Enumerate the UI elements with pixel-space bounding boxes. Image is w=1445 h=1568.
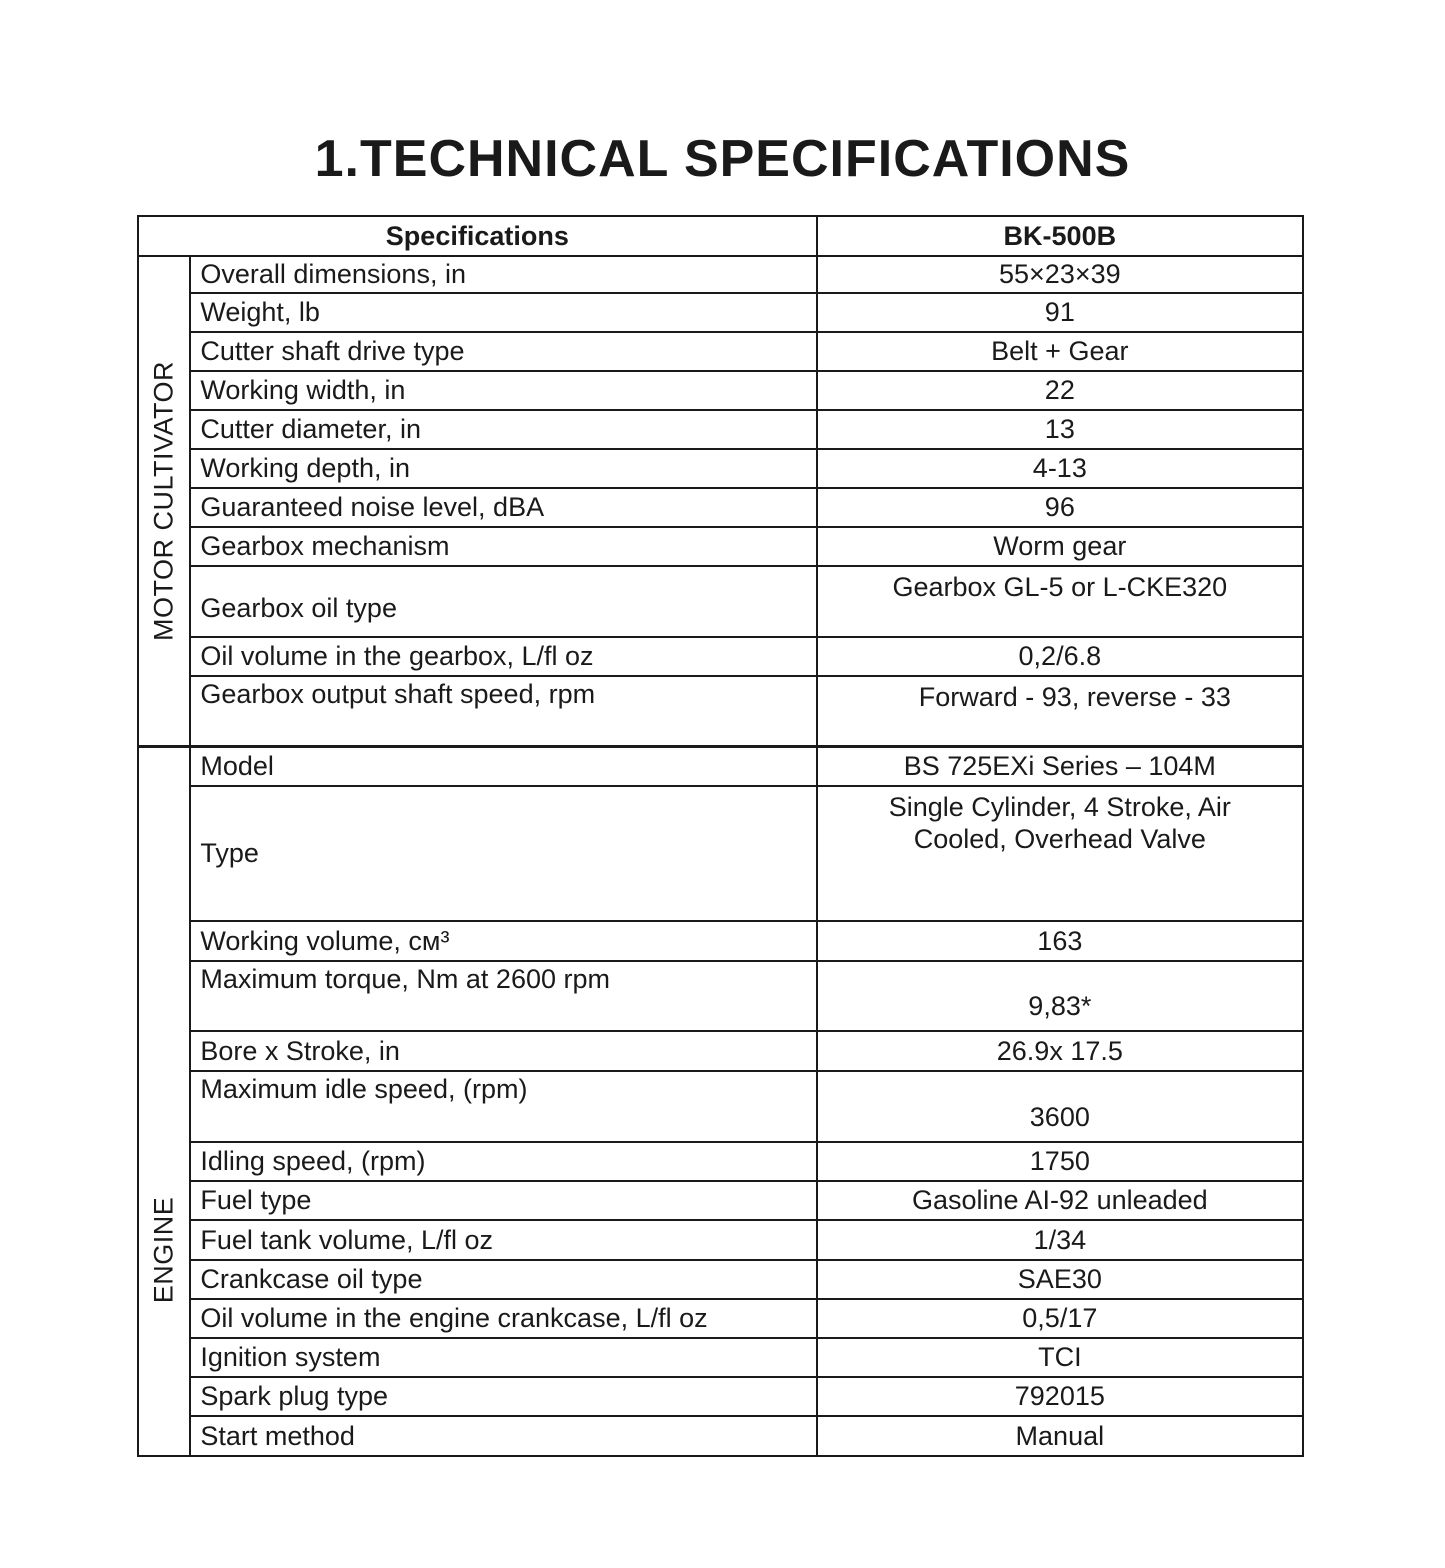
page-title: 1.TECHNICAL SPECIFICATIONS [314, 130, 1131, 188]
param-cell: Spark plug type [190, 1377, 816, 1416]
table-row [138, 786, 1303, 921]
group-cell-engine [138, 746, 190, 1456]
table-row [138, 371, 1303, 410]
table-row [138, 676, 1303, 746]
header-specifications: Specifications [138, 216, 817, 256]
value-cell: 3600 [817, 1071, 1303, 1142]
param-cell: Oil volume in the gearbox, L/fl oz [190, 637, 816, 676]
table-row [138, 1377, 1303, 1416]
value-cell: 13 [817, 410, 1303, 449]
param-cell: Working width, in [190, 371, 816, 410]
table-row [138, 1181, 1303, 1220]
param-cell: Ignition system [190, 1338, 816, 1377]
table-row [138, 1142, 1303, 1181]
value-cell: 22 [817, 371, 1303, 410]
table-row [138, 410, 1303, 449]
param-cell: Fuel tank volume, L/fl oz [190, 1220, 816, 1260]
param-cell: Start method [190, 1416, 816, 1456]
value-cell: 96 [817, 488, 1303, 527]
value-cell: Single Cylinder, 4 Stroke, Air Cooled, Overhead Valve [817, 786, 1303, 921]
header-model: BK-500B [817, 216, 1303, 256]
param-cell: Bore x Stroke, in [190, 1031, 816, 1071]
param-cell: Maximum idle speed, (rpm) [190, 1071, 816, 1142]
value-cell: 0,5/17 [817, 1299, 1303, 1338]
table-row [138, 566, 1303, 637]
value-cell: 1750 [817, 1142, 1303, 1181]
value-cell: Gasoline AI-92 unleaded [817, 1181, 1303, 1220]
value-cell: 91 [817, 293, 1303, 332]
param-cell: Weight, lb [190, 293, 816, 332]
table-row [138, 1338, 1303, 1377]
table-row [138, 332, 1303, 371]
param-cell: Cutter diameter, in [190, 410, 816, 449]
value-cell: Gearbox GL-5 or L-CKE320 [817, 566, 1303, 637]
table-row [138, 1416, 1303, 1456]
table-row [138, 1220, 1303, 1260]
group-cell-motor-cultivator [138, 256, 190, 746]
table-row [138, 256, 1303, 293]
param-cell: Oil volume in the engine crankcase, L/fl oz [190, 1299, 816, 1338]
table-row [138, 293, 1303, 332]
table-row [138, 746, 1303, 786]
value-cell: 9,83* [817, 961, 1303, 1031]
value-cell: BS 725EXi Series – 104M [817, 746, 1303, 786]
group-label: ENGINE [148, 1196, 179, 1304]
value-cell: 1/34 [817, 1220, 1303, 1260]
value-cell: Belt + Gear [817, 332, 1303, 371]
table-row [138, 527, 1303, 566]
param-cell: Cutter shaft drive type [190, 332, 816, 371]
value-cell: 55×23×39 [817, 256, 1303, 293]
param-cell: Guaranteed noise level, dBA [190, 488, 816, 527]
table-row [138, 1031, 1303, 1071]
param-cell: Type [190, 786, 816, 921]
value-cell: TCI [817, 1338, 1303, 1377]
group-label: MOTOR CULTIVATOR [148, 360, 179, 641]
param-cell: Maximum torque, Nm at 2600 rpm [190, 961, 816, 1031]
value-cell: 26.9x 17.5 [817, 1031, 1303, 1071]
param-cell: Working depth, in [190, 449, 816, 488]
table-row [138, 961, 1303, 1031]
param-cell: Idling speed, (rpm) [190, 1142, 816, 1181]
param-cell: Gearbox mechanism [190, 527, 816, 566]
table-row [138, 1071, 1303, 1142]
param-cell: Gearbox oil type [190, 566, 816, 637]
table-row [138, 488, 1303, 527]
value-cell: 163 [817, 921, 1303, 961]
table-row [138, 1299, 1303, 1338]
param-cell: Working volume, см³ [190, 921, 816, 961]
value-cell: 792015 [817, 1377, 1303, 1416]
table-row [138, 1260, 1303, 1299]
param-cell: Crankcase oil type [190, 1260, 816, 1299]
value-cell: SAE30 [817, 1260, 1303, 1299]
param-cell: Overall dimensions, in [190, 256, 816, 293]
table-header-row [138, 216, 1303, 256]
param-cell: Model [190, 746, 816, 786]
value-cell: 4-13 [817, 449, 1303, 488]
value-cell: Worm gear [817, 527, 1303, 566]
param-cell: Gearbox output shaft speed, rpm [190, 676, 816, 746]
spec-table [137, 215, 1304, 1457]
param-cell: Fuel type [190, 1181, 816, 1220]
table-row [138, 449, 1303, 488]
value-cell: 0,2/6.8 [817, 637, 1303, 676]
value-cell: Forward - 93, reverse - 33 [817, 676, 1303, 746]
value-cell: Manual [817, 1416, 1303, 1456]
table-row [138, 637, 1303, 676]
table-row [138, 921, 1303, 961]
